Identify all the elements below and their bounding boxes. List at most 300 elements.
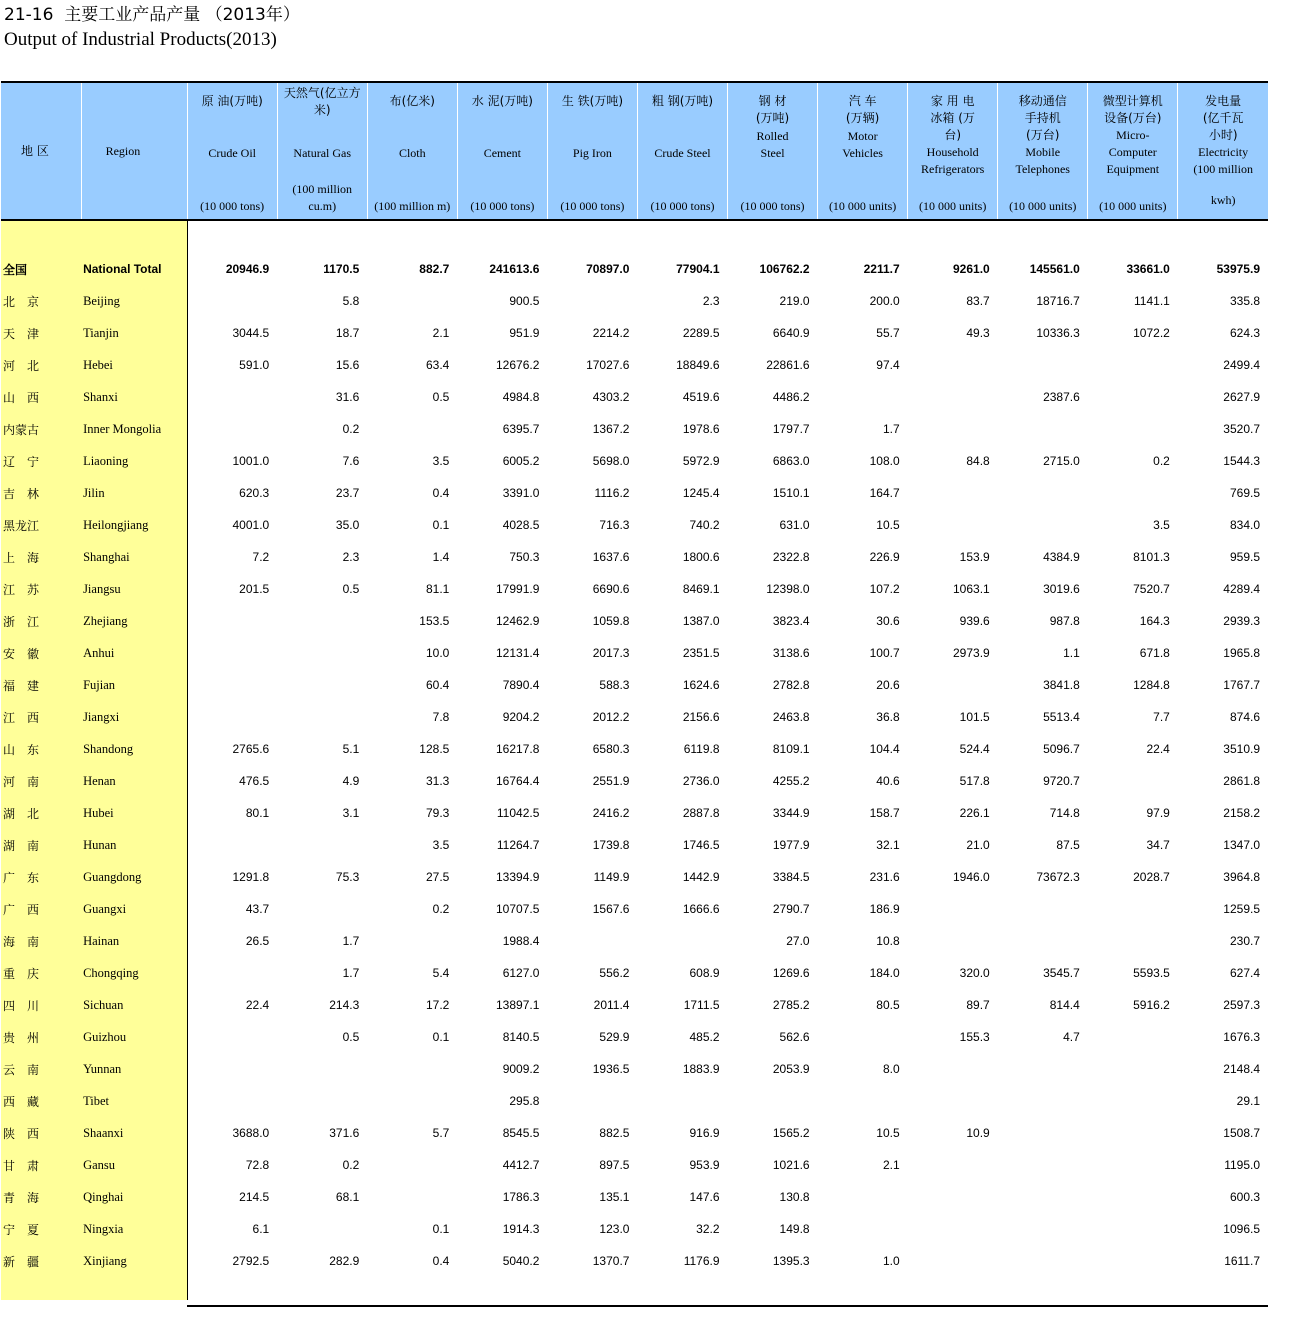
value-cell: 1978.6 (682, 422, 720, 436)
value-cell: 1711.5 (683, 998, 720, 1012)
value-cell (998, 1213, 1088, 1245)
value-cell (187, 669, 277, 701)
padding-cell (547, 1277, 637, 1300)
table-row (1, 925, 1268, 957)
value-cell: 2715.0 (1043, 454, 1080, 468)
value-cell: 15.6 (335, 358, 360, 372)
value-cell (1088, 1213, 1178, 1245)
value-cell (908, 1053, 998, 1085)
value-cell: 40.6 (876, 774, 900, 788)
value-cell: 97.9 (1146, 806, 1170, 820)
value-cell: 104.4 (869, 742, 900, 756)
value-cell: 16764.4 (496, 774, 540, 788)
value-cell: 7890.4 (502, 678, 540, 692)
value-cell: 6395.7 (502, 422, 540, 436)
column-header (728, 82, 818, 220)
value-cell: 100.7 (869, 646, 900, 660)
industrial-output-table (1, 81, 1268, 1300)
value-cell: 1544.3 (1223, 454, 1260, 468)
value-cell (637, 1085, 727, 1117)
value-cell (998, 413, 1088, 445)
value-cell: 6127.0 (502, 966, 540, 980)
value-cell: 123.0 (599, 1222, 630, 1236)
region-cn-cell: 甘 肃 (1, 1149, 81, 1181)
column-header-unit: (10 000 units) (828, 199, 897, 213)
column-header (998, 82, 1088, 220)
value-cell: 1.7 (342, 966, 360, 980)
value-cell: 4519.6 (682, 390, 720, 404)
value-cell: 624.3 (1229, 326, 1260, 340)
value-cell: 874.6 (1229, 710, 1260, 724)
value-cell: 22.4 (1146, 742, 1170, 756)
value-cell: 7.6 (342, 454, 360, 468)
column-header-cn: 发电量 (亿千瓦小时) (1202, 94, 1244, 142)
column-header-cn: 移动通信 手持机 (万台) (1018, 94, 1067, 142)
value-cell: 155.3 (959, 1030, 990, 1044)
table-row (1, 957, 1268, 989)
value-cell: 5972.9 (682, 454, 720, 468)
column-header-cn: 水 泥(万吨) (471, 94, 533, 108)
value-cell: 1914.3 (502, 1222, 540, 1236)
value-cell: 1.4 (432, 550, 450, 564)
value-cell: 4255.2 (772, 774, 810, 788)
value-cell: 4.7 (1063, 1030, 1080, 1044)
column-header-unit: (10 000 units) (1099, 199, 1167, 213)
value-cell: 2289.5 (682, 326, 720, 340)
spacer-cell (457, 220, 547, 253)
value-cell: 186.9 (869, 902, 900, 916)
value-cell: 226.1 (959, 806, 990, 820)
value-cell: 1946.0 (953, 870, 990, 884)
value-cell: 716.3 (599, 518, 630, 532)
value-cell: 814.4 (1049, 998, 1080, 1012)
value-cell: 9009.2 (502, 1062, 540, 1076)
value-cell: 8109.1 (772, 742, 810, 756)
region-cn-cell: 青 海 (1, 1181, 81, 1213)
value-cell: 3545.7 (1043, 966, 1080, 980)
page-title-cn: 21-16 主要工业产品产量 （2013年） (4, 5, 300, 25)
value-cell (998, 1181, 1088, 1213)
value-cell (1088, 1149, 1178, 1181)
column-header (187, 82, 277, 220)
value-cell: 5593.5 (1133, 966, 1170, 980)
value-cell: 1149.9 (593, 870, 630, 884)
value-cell (277, 605, 367, 637)
value-cell: 32.2 (696, 1222, 720, 1236)
value-cell: 30.6 (876, 614, 900, 628)
value-cell: 335.8 (1229, 294, 1260, 308)
value-cell: 5698.0 (592, 454, 630, 468)
region-en-cell: Gansu (81, 1149, 187, 1181)
value-cell: 1565.2 (772, 1126, 810, 1140)
value-cell: 2322.8 (772, 550, 810, 564)
value-cell: 2792.5 (187, 1245, 277, 1277)
value-cell: 3.5 (432, 454, 450, 468)
value-cell (367, 1085, 457, 1117)
value-cell (367, 1053, 457, 1085)
value-cell: 10.5 (876, 1126, 900, 1140)
value-cell: 75.3 (335, 870, 360, 884)
value-cell (728, 1085, 818, 1117)
value-cell: 2214.2 (592, 326, 630, 340)
value-cell: 18716.7 (1036, 294, 1080, 308)
region-cn-cell: 广 西 (1, 893, 81, 925)
value-cell: 627.4 (1229, 966, 1260, 980)
value-cell: 29.1 (1236, 1094, 1260, 1108)
value-cell: 1370.7 (592, 1254, 630, 1268)
column-header-en: Electricity (100 million (1193, 145, 1253, 176)
region-en-cell: Shanxi (81, 381, 187, 413)
column-header (637, 82, 727, 220)
value-cell (818, 1213, 908, 1245)
value-cell: 4486.2 (772, 390, 810, 404)
region-en-cell: Jiangsu (81, 573, 187, 605)
value-cell: 18.7 (335, 326, 360, 340)
table-row (1, 829, 1268, 861)
column-header (547, 82, 637, 220)
value-cell: 987.8 (1049, 614, 1080, 628)
value-cell: 164.3 (1139, 614, 1170, 628)
region-en-cell: Sichuan (81, 989, 187, 1021)
value-cell (998, 509, 1088, 541)
region-en-cell: Ningxia (81, 1213, 187, 1245)
value-cell: 2973.9 (953, 646, 990, 660)
value-cell: 4001.0 (187, 509, 277, 541)
value-cell: 1021.6 (772, 1158, 810, 1172)
value-cell: 201.5 (187, 573, 277, 605)
region-en-cell: Chongqing (81, 957, 187, 989)
region-cn-cell: 湖 北 (1, 797, 81, 829)
value-cell: 1936.5 (592, 1062, 630, 1076)
value-cell: 22861.6 (766, 358, 810, 372)
value-cell (818, 1085, 908, 1117)
value-cell: 8545.5 (502, 1126, 540, 1140)
column-header-en: Mobile Telephones (1015, 145, 1070, 176)
value-cell: 8101.3 (1133, 550, 1170, 564)
value-cell (1088, 381, 1178, 413)
value-cell: 9204.2 (502, 710, 540, 724)
value-cell: 1624.6 (682, 678, 720, 692)
value-cell (1088, 925, 1178, 957)
value-cell: 1567.6 (592, 902, 630, 916)
value-cell: 3688.0 (187, 1117, 277, 1149)
padding-cell (187, 1277, 277, 1300)
value-cell (187, 829, 277, 861)
value-cell (998, 1117, 1088, 1149)
value-cell (367, 413, 457, 445)
value-cell: 0.1 (432, 1222, 450, 1236)
column-header (1178, 82, 1268, 220)
value-cell: 2736.0 (682, 774, 720, 788)
table-row (1, 1149, 1268, 1181)
value-cell: 12398.0 (766, 582, 810, 596)
value-cell: 10336.3 (1036, 326, 1080, 340)
value-cell: 149.8 (779, 1222, 810, 1236)
value-cell: 7.2 (187, 541, 277, 573)
value-cell: 1259.5 (1223, 902, 1260, 916)
spacer-cell (998, 220, 1088, 253)
value-cell: 6005.2 (502, 454, 540, 468)
value-cell (637, 925, 727, 957)
value-cell: 1.0 (882, 1254, 900, 1268)
value-cell: 0.5 (342, 1030, 360, 1044)
value-cell: 1.7 (342, 934, 360, 948)
value-cell: 4384.9 (1043, 550, 1080, 564)
value-cell: 1746.5 (682, 838, 720, 852)
value-cell: 72.8 (187, 1149, 277, 1181)
padding-cell (1088, 1277, 1178, 1300)
value-cell: 2011.4 (593, 998, 630, 1012)
value-cell: 145561.0 (1029, 262, 1080, 276)
region-en-cell: Yunnan (81, 1053, 187, 1085)
value-cell: 959.5 (1229, 550, 1260, 564)
value-cell: 0.1 (432, 518, 450, 532)
value-cell: 79.3 (425, 806, 450, 820)
value-cell: 147.6 (689, 1190, 720, 1204)
region-en-cell: Fujian (81, 669, 187, 701)
value-cell (1088, 1053, 1178, 1085)
value-cell: 1170.5 (323, 262, 360, 276)
spacer-cell (1178, 220, 1268, 253)
value-cell (277, 1053, 367, 1085)
value-cell: 1176.9 (683, 1254, 720, 1268)
value-cell (277, 893, 367, 925)
value-cell (277, 701, 367, 733)
value-cell: 84.8 (966, 454, 990, 468)
value-cell (547, 285, 637, 317)
column-header (818, 82, 908, 220)
value-cell: 2053.9 (772, 1062, 810, 1076)
value-cell: 10.8 (876, 934, 900, 948)
value-cell: 1883.9 (682, 1062, 720, 1076)
value-cell: 620.3 (187, 477, 277, 509)
column-header-en: Household Refrigerators (921, 145, 985, 176)
table-row (1, 477, 1268, 509)
value-cell: 31.3 (425, 774, 450, 788)
value-cell: 1977.9 (772, 838, 810, 852)
value-cell (187, 1021, 277, 1053)
value-cell: 2416.2 (592, 806, 630, 820)
value-cell: 164.7 (869, 486, 900, 500)
value-cell: 897.5 (599, 1158, 630, 1172)
region-cn-cell: 河 北 (1, 349, 81, 381)
value-cell: 27.5 (425, 870, 450, 884)
value-cell: 89.7 (966, 998, 990, 1012)
value-cell: 3520.7 (1223, 422, 1260, 436)
value-cell (547, 925, 637, 957)
region-en-cell: Hebei (81, 349, 187, 381)
value-cell: 0.1 (432, 1030, 450, 1044)
value-cell: 8140.5 (502, 1030, 540, 1044)
value-cell: 231.6 (869, 870, 900, 884)
value-cell: 35.0 (335, 518, 360, 532)
value-cell: 2765.6 (187, 733, 277, 765)
value-cell: 2028.7 (1133, 870, 1170, 884)
value-cell (908, 1245, 998, 1277)
padding-cell (457, 1277, 547, 1300)
region-cn-cell: 江 西 (1, 701, 81, 733)
value-cell (1088, 1117, 1178, 1149)
column-header (908, 82, 998, 220)
value-cell: 1800.6 (682, 550, 720, 564)
spacer-cell (1, 220, 81, 253)
region-cn-cell: 云 南 (1, 1053, 81, 1085)
value-cell: 22.4 (187, 989, 277, 1021)
column-header-cn: 原 油(万吨) (201, 94, 263, 108)
value-cell: 11042.5 (496, 806, 540, 820)
region-cn-cell: 吉 林 (1, 477, 81, 509)
value-cell (1088, 1181, 1178, 1213)
column-header (1088, 82, 1178, 220)
value-cell (908, 1181, 998, 1213)
value-cell: 214.5 (187, 1181, 277, 1213)
value-cell (998, 1053, 1088, 1085)
value-cell: 1347.0 (1223, 838, 1260, 852)
value-cell: 6119.8 (683, 742, 720, 756)
column-header-cn: 布(亿米) (389, 94, 435, 108)
value-cell: 1.1 (1063, 646, 1080, 660)
value-cell (187, 605, 277, 637)
column-header-unit: kwh) (1210, 193, 1236, 207)
value-cell (187, 1053, 277, 1085)
value-cell: 1.7 (882, 422, 900, 436)
value-cell: 55.7 (876, 326, 900, 340)
column-header-cn: 钢 材 (万吨) (755, 94, 790, 125)
region-en-cell: Guangxi (81, 893, 187, 925)
table-row (1, 1053, 1268, 1085)
value-cell: 1001.0 (187, 445, 277, 477)
value-cell (998, 1245, 1088, 1277)
spacer-cell (637, 220, 727, 253)
value-cell: 295.8 (509, 1094, 540, 1108)
value-cell: 2790.7 (772, 902, 810, 916)
value-cell: 3510.9 (1223, 742, 1260, 756)
value-cell: 1767.7 (1223, 678, 1260, 692)
value-cell: 1676.3 (1223, 1030, 1260, 1044)
region-en-cell: Shandong (81, 733, 187, 765)
column-header-cn: 汽 车 (万辆) (845, 94, 880, 125)
region-cn-cell: 安 徽 (1, 637, 81, 669)
value-cell: 153.5 (419, 614, 450, 628)
value-cell: 12676.2 (496, 358, 540, 372)
region-en-cell: Jilin (81, 477, 187, 509)
value-cell: 6690.6 (592, 582, 630, 596)
spacer-cell (187, 220, 277, 253)
region-en-cell: Tibet (81, 1085, 187, 1117)
region-en-cell: Jiangxi (81, 701, 187, 733)
column-header-unit: (10 000 tons) (740, 199, 805, 213)
table-row (1, 349, 1268, 381)
column-header-unit: (10 000 tons) (650, 199, 715, 213)
value-cell: 2861.8 (1223, 774, 1260, 788)
value-cell: 27.0 (786, 934, 810, 948)
header-row (1, 82, 1268, 220)
value-cell: 9720.7 (1043, 774, 1080, 788)
value-cell: 7.7 (1153, 710, 1170, 724)
value-cell: 0.2 (1153, 454, 1170, 468)
value-cell: 588.3 (599, 678, 630, 692)
region-en-header (81, 82, 187, 220)
value-cell: 2782.8 (772, 678, 810, 692)
value-cell: 591.0 (187, 349, 277, 381)
value-cell: 13897.1 (496, 998, 540, 1012)
table-row (1, 989, 1268, 1021)
value-cell: 608.9 (689, 966, 720, 980)
value-cell (1088, 477, 1178, 509)
region-cn-cell: 西 藏 (1, 1085, 81, 1117)
value-cell: 10.5 (876, 518, 900, 532)
region-cn-cell: 北 京 (1, 285, 81, 317)
region-cn-label: 地 区 (21, 143, 49, 158)
value-cell: 5513.4 (1043, 710, 1080, 724)
value-cell (908, 893, 998, 925)
value-cell: 5.7 (432, 1126, 450, 1140)
region-cn-cell: 天 津 (1, 317, 81, 349)
value-cell: 80.1 (187, 797, 277, 829)
value-cell: 241613.6 (489, 262, 540, 276)
value-cell (187, 957, 277, 989)
region-cn-cell: 内蒙古 (1, 413, 81, 445)
value-cell: 34.7 (1146, 838, 1170, 852)
value-cell: 1367.2 (592, 422, 630, 436)
value-cell: 12462.9 (496, 614, 540, 628)
padding-cell (81, 1277, 187, 1300)
column-header-unit: (10 000 tons) (200, 199, 265, 213)
value-cell: 219.0 (779, 294, 810, 308)
value-cell: 101.5 (959, 710, 990, 724)
table-row (1, 1085, 1268, 1117)
region-en-cell: Hainan (81, 925, 187, 957)
page-title-en: Output of Industrial Products(2013) (4, 29, 277, 50)
value-cell: 80.5 (876, 998, 900, 1012)
value-cell: 32.1 (876, 838, 900, 852)
value-cell: 9261.0 (953, 262, 990, 276)
value-cell: 3138.6 (772, 646, 810, 660)
region-cn-cell: 江 苏 (1, 573, 81, 605)
value-cell: 750.3 (509, 550, 540, 564)
value-cell: 476.5 (187, 765, 277, 797)
value-cell: 10.0 (425, 646, 450, 660)
region-cn-cell: 宁 夏 (1, 1213, 81, 1245)
padding-cell (818, 1277, 908, 1300)
value-cell: 1442.9 (682, 870, 720, 884)
column-header-en: Micro-Computer Equipment (1106, 128, 1160, 176)
value-cell (1088, 765, 1178, 797)
value-cell (998, 893, 1088, 925)
value-cell: 21.0 (966, 838, 990, 852)
value-cell: 556.2 (599, 966, 630, 980)
value-cell: 517.8 (959, 774, 990, 788)
value-cell: 33661.0 (1126, 262, 1170, 276)
value-cell: 2012.2 (592, 710, 630, 724)
region-cn-cell: 贵 州 (1, 1021, 81, 1053)
value-cell: 5096.7 (1043, 742, 1080, 756)
value-cell: 1637.6 (592, 550, 630, 564)
value-cell: 1508.7 (1223, 1126, 1260, 1140)
value-cell: 87.5 (1056, 838, 1080, 852)
table-row (1, 285, 1268, 317)
value-cell: 53975.9 (1216, 262, 1260, 276)
value-cell: 3391.0 (502, 486, 540, 500)
value-cell: 1291.8 (187, 861, 277, 893)
national-total-row (1, 253, 1268, 285)
value-cell: 158.7 (869, 806, 900, 820)
value-cell: 17.2 (425, 998, 450, 1012)
value-cell: 3823.4 (772, 614, 810, 628)
value-cell: 1666.6 (682, 902, 720, 916)
value-cell: 20946.9 (187, 253, 277, 285)
column-header-unit: (10 000 tons) (560, 199, 625, 213)
